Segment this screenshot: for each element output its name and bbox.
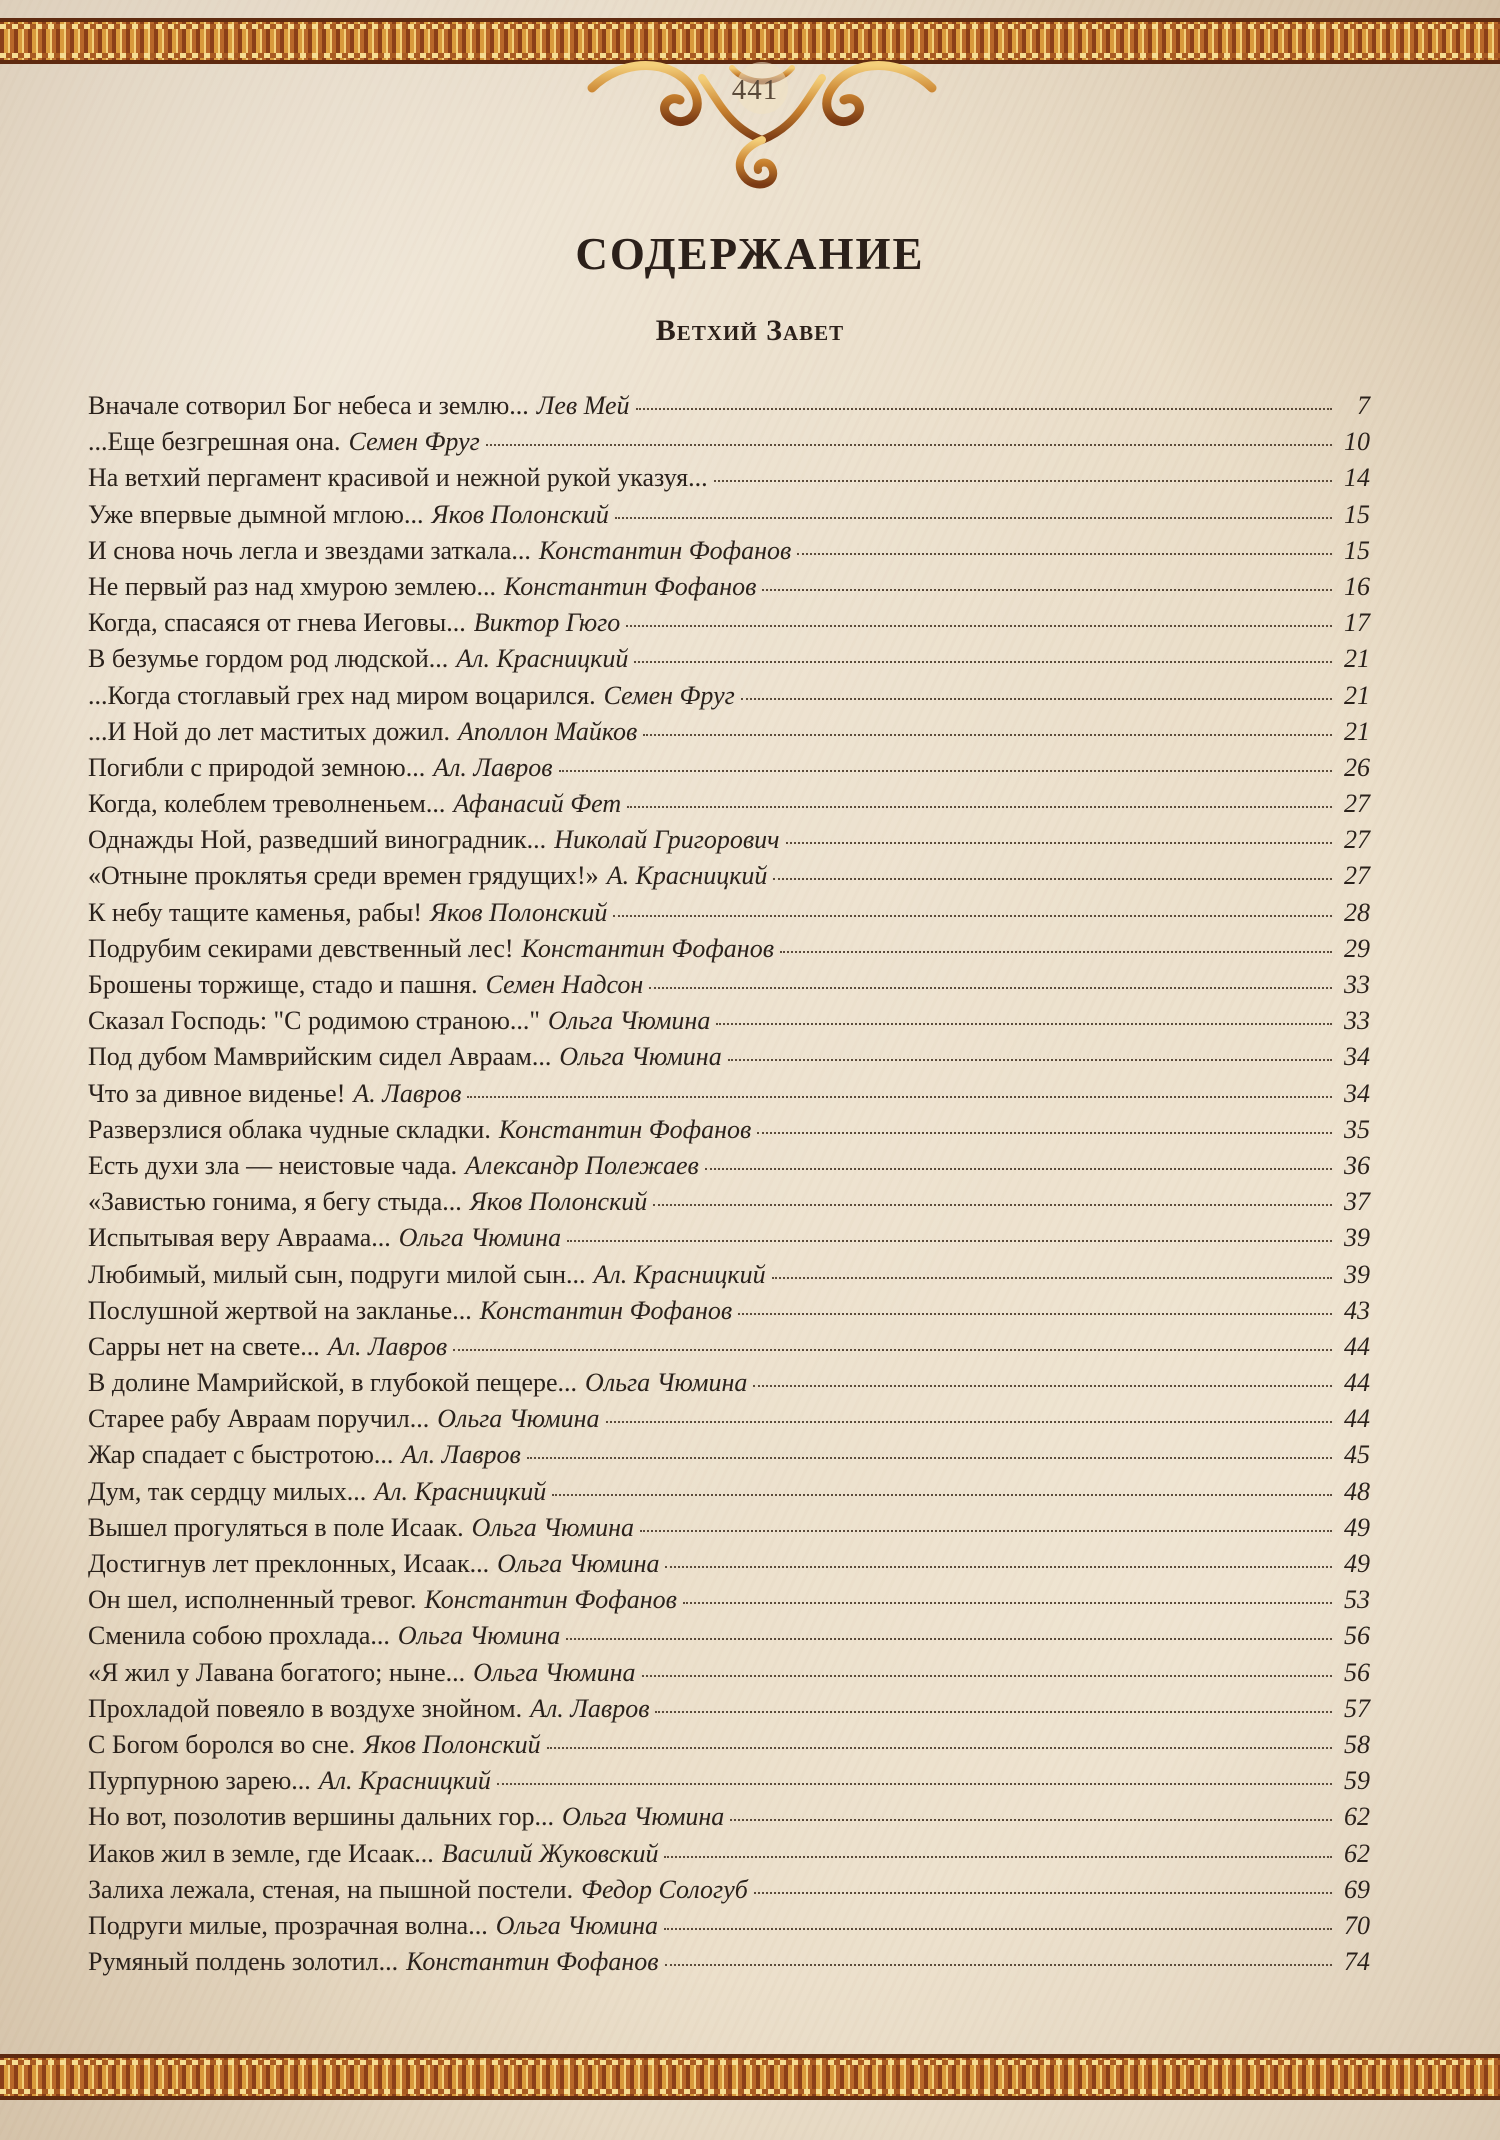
entry-title: «Отныне проклятья среди времен грядущих!»	[88, 861, 599, 891]
dot-leader	[728, 1058, 1332, 1061]
entry-title: К небу тащите каменья, рабы!	[88, 897, 422, 927]
entry-page-number: 37	[1344, 1187, 1370, 1217]
entry-author: Ал. Красницкий	[318, 1766, 491, 1796]
dot-leader	[741, 697, 1332, 700]
toc-entry[interactable]	[88, 1582, 1370, 1618]
entry-page-number: 39	[1344, 1259, 1370, 1289]
entry-page-number: 43	[1344, 1295, 1370, 1325]
dot-leader	[714, 479, 1332, 482]
toc-entry[interactable]	[88, 678, 1370, 714]
entry-page-number: 35	[1344, 1114, 1370, 1144]
dot-leader	[665, 1963, 1332, 1966]
entry-title: Есть духи зла — неистовые чада.	[88, 1150, 458, 1180]
entry-title: Дум, так сердцу милых...	[88, 1476, 367, 1506]
entry-author: Ольга Чюмина	[547, 1006, 711, 1036]
entry-page-number: 59	[1344, 1766, 1370, 1796]
toc-entry[interactable]	[88, 1618, 1370, 1654]
dot-leader	[486, 443, 1332, 446]
entry-title: В долине Мамрийской, в глубокой пещере...	[88, 1368, 578, 1398]
entry-author: Афанасий Фет	[453, 789, 622, 819]
entry-author: Константин Фофанов	[406, 1947, 659, 1977]
entry-title: Под дубом Мамврийским сидел Авраам...	[88, 1042, 552, 1072]
toc-entry[interactable]	[88, 533, 1370, 569]
toc-entry[interactable]	[88, 750, 1370, 786]
entry-page-number: 16	[1344, 571, 1370, 601]
toc-entry[interactable]	[88, 1799, 1370, 1835]
entry-author: Ал. Красницкий	[456, 644, 629, 674]
dot-leader	[627, 805, 1332, 808]
entry-page-number: 48	[1344, 1476, 1370, 1506]
entry-title: Когда, колеблем треволненьем...	[88, 789, 446, 819]
dot-leader	[664, 1855, 1332, 1858]
entry-author: Яков Полонский	[469, 1187, 648, 1217]
entry-title: Прохладой повеяло в воздухе знойном.	[88, 1693, 523, 1723]
toc-entry[interactable]	[88, 1763, 1370, 1799]
entry-page-number: 53	[1344, 1585, 1370, 1615]
entry-title: Что за дивное виденье!	[88, 1078, 346, 1108]
toc-entry[interactable]	[88, 822, 1370, 858]
entry-author: Константин Фофанов	[504, 571, 757, 601]
entry-author: Лев Мей	[536, 391, 630, 420]
entry-author: Ольга Чюмина	[437, 1404, 600, 1434]
dot-leader	[606, 1420, 1332, 1423]
toc-entry[interactable]	[88, 1908, 1370, 1944]
dot-leader	[738, 1312, 1332, 1315]
entry-title: Вначале сотворил Бог небеса и землю...	[88, 391, 529, 420]
entry-page-number: 57	[1344, 1693, 1370, 1723]
dot-leader	[665, 1565, 1332, 1568]
entry-page-number: 21	[1344, 644, 1370, 674]
entry-title: Вышел прогуляться в поле Исаак.	[88, 1512, 464, 1542]
entry-page-number: 39	[1344, 1223, 1370, 1253]
entry-author: Семен Фруг	[603, 680, 735, 710]
entry-page-number: 27	[1344, 825, 1370, 855]
entry-title: Он шел, исполненный тревог.	[88, 1585, 417, 1615]
entry-author: Константин Фофанов	[479, 1295, 733, 1325]
bottom-decorative-border	[0, 2054, 1500, 2100]
entry-title: Послушной жертвой на закланье...	[88, 1295, 472, 1325]
dot-leader	[762, 588, 1332, 591]
toc-entry[interactable]	[88, 1184, 1370, 1220]
toc-entry[interactable]	[88, 1220, 1370, 1256]
toc-entry[interactable]	[88, 1148, 1370, 1184]
toc-entry[interactable]	[88, 1474, 1370, 1510]
entry-author: А. Красницкий	[606, 861, 768, 891]
page-number: 441	[731, 74, 779, 106]
dot-leader	[552, 1493, 1332, 1496]
entry-page-number: 56	[1344, 1657, 1370, 1687]
entry-author: Ал. Лавров	[530, 1693, 650, 1723]
entry-title: Сказал Господь: "С родимою страною..."	[88, 1006, 540, 1036]
dot-leader	[640, 1529, 1332, 1532]
entry-page-number: 74	[1344, 1947, 1370, 1977]
entry-author: Василий Жуковский	[441, 1838, 659, 1868]
toc-entry[interactable]	[88, 424, 1370, 460]
entry-title: Разверзлися облака чудные складки.	[88, 1114, 491, 1144]
entry-author: Константин Фофанов	[538, 535, 792, 565]
entry-page-number: 45	[1344, 1440, 1370, 1470]
toc-entry[interactable]	[88, 1365, 1370, 1401]
toc-entry[interactable]	[88, 388, 1370, 424]
entry-title: Жар спадает с быстротою...	[88, 1440, 394, 1470]
entry-page-number: 69	[1344, 1874, 1370, 1904]
dot-leader	[567, 1239, 1332, 1242]
entry-page-number: 27	[1344, 861, 1370, 891]
entry-title: С Богом боролся во сне.	[88, 1729, 356, 1759]
dot-leader	[754, 1891, 1332, 1894]
entry-title: Сменила собою прохлада...	[88, 1621, 390, 1651]
entry-author: Ольга Чюмина	[585, 1368, 748, 1398]
entry-page-number: 62	[1344, 1802, 1370, 1832]
dot-leader	[615, 516, 1332, 519]
entry-page-number: 26	[1344, 752, 1370, 782]
toc-entry[interactable]	[88, 1329, 1370, 1365]
entry-page-number: 34	[1344, 1078, 1370, 1108]
entry-title: Уже впервые дымной мглою...	[88, 499, 424, 529]
entry-author: Ольга Чюмина	[495, 1910, 659, 1940]
toc-entry[interactable]	[88, 931, 1370, 967]
toc-entry[interactable]	[88, 641, 1370, 677]
entry-title: Залиха лежала, стеная, на пышной постели.	[88, 1874, 574, 1904]
entry-title: Сарры нет на свете...	[88, 1331, 320, 1361]
toc-entry[interactable]	[88, 1293, 1370, 1329]
dot-leader	[527, 1456, 1332, 1459]
toc-entry[interactable]	[88, 1655, 1370, 1691]
dot-leader	[786, 841, 1332, 844]
entry-author: Федор Сологуб	[581, 1874, 748, 1904]
dot-leader	[613, 914, 1332, 917]
section-title: Ветхий Завет	[655, 314, 845, 347]
toc-entry[interactable]	[88, 1401, 1370, 1437]
entry-title: Но вот, позолотив вершины дальних гор...	[88, 1802, 554, 1832]
toc-entry[interactable]	[88, 714, 1370, 750]
entry-page-number: 10	[1344, 427, 1370, 457]
entry-author: Ольга Чюмина	[471, 1512, 634, 1542]
entry-page-number: 17	[1344, 608, 1370, 638]
toc-entry[interactable]	[88, 1546, 1370, 1582]
dot-leader	[705, 1167, 1332, 1170]
dot-leader	[664, 1927, 1332, 1930]
entry-title: «Я жил у Лавана богатого; ныне...	[88, 1657, 466, 1687]
entry-title: Однажды Ной, разведший виноградник...	[88, 825, 547, 855]
entry-author: Яков Полонский	[430, 897, 608, 927]
ornament-scroll-icon	[582, 48, 942, 198]
dot-leader	[683, 1601, 1332, 1604]
entry-author: Ольга Чюмина	[397, 1621, 561, 1651]
entry-author: Александр Полежаев	[465, 1150, 699, 1180]
entry-page-number: 29	[1344, 933, 1370, 963]
entry-title: В безумье гордом род людской...	[88, 644, 449, 674]
entry-title: И снова ночь легла и звездами заткала...	[88, 535, 531, 565]
dot-leader	[497, 1782, 1332, 1785]
entry-author: Ал. Лавров	[401, 1440, 521, 1470]
dot-leader	[780, 950, 1332, 953]
toc-entry[interactable]	[88, 1039, 1370, 1075]
entry-page-number: 44	[1344, 1331, 1370, 1361]
entry-page-number: 49	[1344, 1549, 1370, 1578]
entry-page-number: 21	[1344, 716, 1370, 746]
toc-entry[interactable]	[88, 1727, 1370, 1763]
entry-title: ...И Ной до лет маститых дожил.	[88, 716, 450, 746]
entry-page-number: 33	[1344, 1006, 1370, 1036]
toc-entry[interactable]	[88, 1112, 1370, 1148]
entry-title: ...Когда стоглавый грех над миром воцарился.	[88, 680, 596, 710]
dot-leader	[649, 986, 1332, 989]
toc-entry[interactable]	[88, 967, 1370, 1003]
entry-page-number: 34	[1344, 1042, 1370, 1072]
dot-leader	[643, 733, 1332, 736]
toc-entry[interactable]	[88, 786, 1370, 822]
entry-author: Аполлон Майков	[457, 716, 638, 746]
entry-page-number: 21	[1344, 680, 1370, 710]
dot-leader	[730, 1818, 1332, 1821]
entry-title: Погибли с природой земною...	[88, 752, 426, 782]
entry-title: «Завистью гонима, я бегу стыда...	[88, 1187, 462, 1217]
entry-page-number: 28	[1344, 897, 1370, 927]
entry-author: Семен Надсон	[485, 970, 644, 999]
page-title: СОДЕРЖАНИЕ	[575, 229, 925, 279]
entry-title: ...Еще безгрешная она.	[88, 427, 341, 457]
entry-page-number: 62	[1344, 1838, 1370, 1868]
entry-page-number: 14	[1344, 463, 1370, 493]
entry-title: Достигнув лет преклонных, Исаак...	[88, 1549, 490, 1578]
entry-page-number: 70	[1344, 1910, 1370, 1940]
toc-entry[interactable]	[88, 1510, 1370, 1546]
dot-leader	[773, 877, 1332, 880]
entry-author: Ал. Красницкий	[593, 1259, 766, 1289]
entry-author: Ал. Красницкий	[374, 1476, 547, 1506]
entry-author: Ал. Лавров	[433, 752, 553, 782]
toc-entry[interactable]	[88, 1691, 1370, 1727]
entry-title: Старее рабу Авраам поручил...	[88, 1404, 430, 1434]
entry-author: А. Лавров	[353, 1078, 462, 1108]
entry-title: Подрубим секирами девственный лес!	[88, 933, 514, 963]
entry-author: Константин Фофанов	[521, 933, 774, 963]
entry-title: Любимый, милый сын, подруги милой сын...	[88, 1259, 586, 1289]
dot-leader	[653, 1203, 1332, 1206]
entry-page-number: 49	[1344, 1512, 1370, 1542]
toc-entry[interactable]	[88, 1944, 1370, 1980]
dot-leader	[626, 624, 1332, 627]
dot-leader	[559, 769, 1332, 772]
dot-leader	[636, 407, 1332, 410]
entry-title: Иаков жил в земле, где Исаак...	[88, 1838, 434, 1868]
entry-author: Ольга Чюмина	[473, 1657, 636, 1687]
dot-leader	[753, 1384, 1332, 1387]
entry-page-number: 15	[1344, 535, 1370, 565]
entry-title: Пурпурною зарею...	[88, 1766, 311, 1796]
toc-entry[interactable]	[88, 497, 1370, 533]
toc-entry[interactable]	[88, 1872, 1370, 1908]
entry-page-number: 15	[1344, 499, 1370, 529]
entry-title: На ветхий пергамент красивой и нежной рукой указуя...	[88, 463, 708, 493]
entry-author: Виктор Гюго	[473, 608, 621, 638]
toc-entry[interactable]	[88, 895, 1370, 931]
toc-entry[interactable]	[88, 1437, 1370, 1473]
dot-leader	[634, 660, 1332, 663]
entry-author: Ольга Чюмина	[497, 1549, 660, 1578]
entry-title: Когда, спасаяся от гнева Иеговы...	[88, 608, 466, 638]
entry-page-number: 33	[1344, 970, 1370, 999]
entry-page-number: 27	[1344, 789, 1370, 819]
entry-title: Подруги милые, прозрачная волна...	[88, 1910, 488, 1940]
entry-author: Семен Фруг	[348, 427, 480, 457]
toc-entry[interactable]	[88, 858, 1370, 894]
toc-entry[interactable]	[88, 1836, 1370, 1872]
table-of-contents	[88, 388, 1370, 1980]
dot-leader	[467, 1095, 1332, 1098]
toc-entry[interactable]	[88, 460, 1370, 496]
dot-leader	[655, 1710, 1332, 1713]
entry-author: Яков Полонский	[363, 1729, 541, 1759]
dot-leader	[757, 1131, 1332, 1134]
toc-entry[interactable]	[88, 1076, 1370, 1112]
entry-author: Ольга Чюмина	[561, 1802, 725, 1832]
entry-author: Ольга Чюмина	[398, 1223, 562, 1253]
entry-page-number: 44	[1344, 1368, 1370, 1398]
entry-page-number: 58	[1344, 1729, 1370, 1759]
dot-leader	[797, 552, 1332, 555]
entry-author: Яков Полонский	[431, 499, 609, 529]
entry-title: Испытывая веру Авраама...	[88, 1223, 391, 1253]
entry-title: Румяный полдень золотил...	[88, 1947, 399, 1977]
entry-author: Николай Григорович	[554, 825, 780, 855]
entry-page-number: 44	[1344, 1404, 1370, 1434]
toc-entry[interactable]	[88, 1003, 1370, 1039]
dot-leader	[566, 1637, 1332, 1640]
dot-leader	[772, 1276, 1332, 1279]
entry-title: Не первый раз над хмурою землею...	[88, 571, 497, 601]
entry-page-number: 56	[1344, 1621, 1370, 1651]
entry-author: Ал. Лавров	[327, 1331, 448, 1361]
entry-page-number: 36	[1344, 1150, 1370, 1180]
entry-author: Ольга Чюмина	[559, 1042, 722, 1072]
toc-entry[interactable]	[88, 569, 1370, 605]
toc-entry[interactable]	[88, 1257, 1370, 1293]
dot-leader	[453, 1348, 1332, 1351]
entry-author: Константин Фофанов	[424, 1585, 677, 1615]
dot-leader	[716, 1022, 1332, 1025]
entry-title: Брошены торжище, стадо и пашня.	[88, 970, 478, 999]
toc-entry[interactable]	[88, 605, 1370, 641]
entry-page-number: 7	[1357, 391, 1370, 420]
dot-leader	[642, 1674, 1333, 1677]
entry-author: Константин Фофанов	[498, 1114, 752, 1144]
dot-leader	[547, 1746, 1332, 1749]
